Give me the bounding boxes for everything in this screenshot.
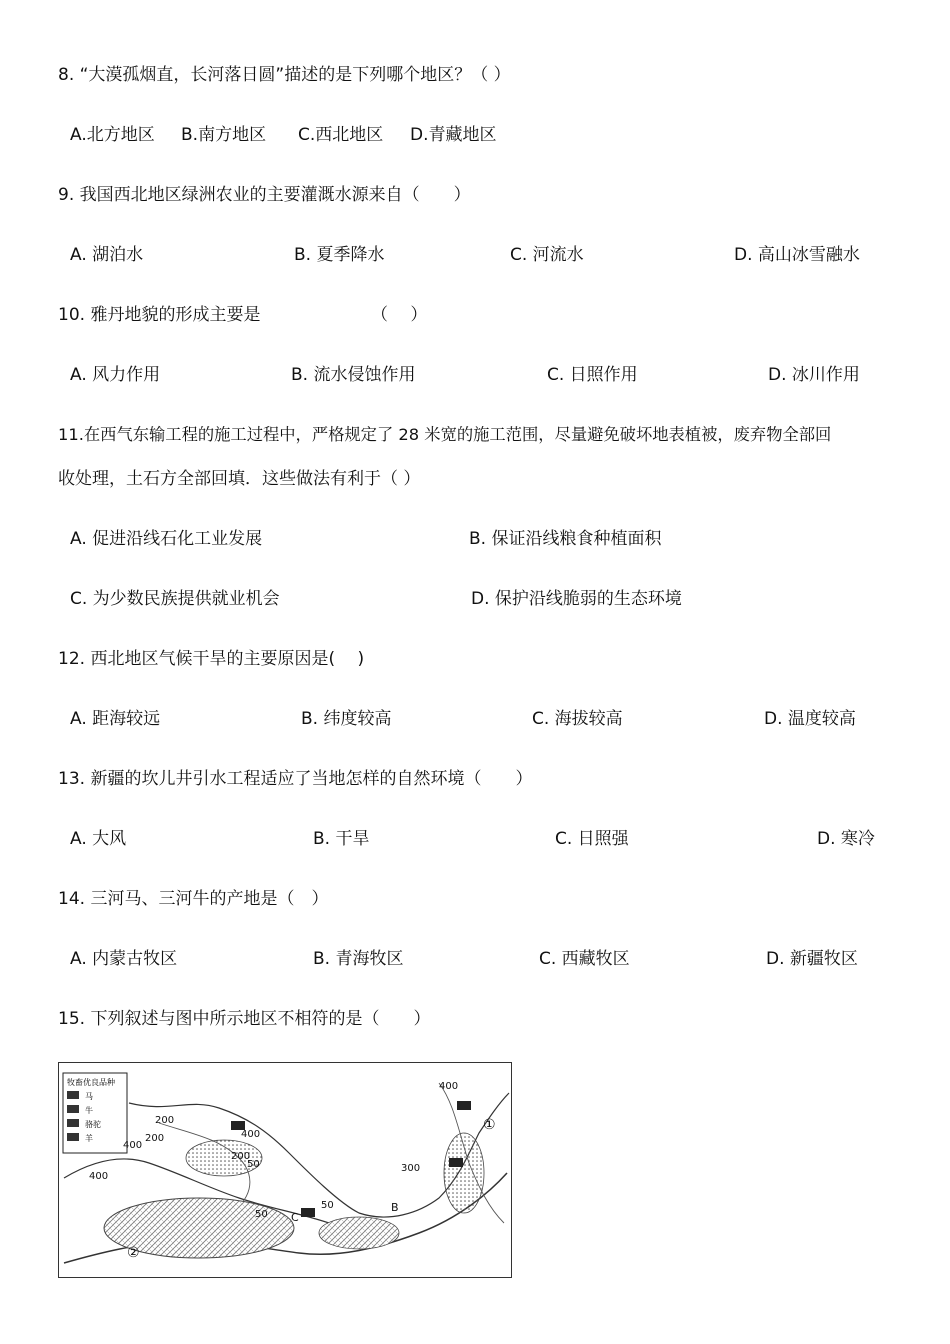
q11-option-d[interactable]: D. 保护沿线脆弱的生态环境 bbox=[471, 589, 682, 609]
map-legend bbox=[63, 1073, 127, 1153]
q10-option-c[interactable]: C. 日照作用 bbox=[547, 365, 638, 385]
northern-basin-area bbox=[186, 1140, 262, 1176]
q9-option-c[interactable]: C. 河流水 bbox=[510, 245, 584, 265]
sheep-icon bbox=[67, 1133, 79, 1141]
legend-item-horse: 马 bbox=[85, 1092, 93, 1101]
question-12-stem: 12. 西北地区气候干旱的主要原因是( ) bbox=[58, 649, 365, 669]
q9-option-b[interactable]: B. 夏季降水 bbox=[294, 245, 385, 265]
q12-option-a[interactable]: A. 距海较远 bbox=[70, 709, 161, 729]
q10-option-b[interactable]: B. 流水侵蚀作用 bbox=[291, 365, 416, 385]
legend-item-camel: 骆驼 bbox=[85, 1120, 101, 1129]
contour-label: 50 bbox=[321, 1200, 334, 1211]
contour-label: 300 bbox=[401, 1163, 421, 1174]
legend-title: 牧畜优良品种 bbox=[67, 1078, 115, 1087]
q10-option-a[interactable]: A. 风力作用 bbox=[70, 365, 161, 385]
question-10-stem: 10. 雅丹地貌的形成主要是 （ ） bbox=[58, 305, 428, 325]
q11-option-a[interactable]: A. 促进沿线石化工业发展 bbox=[70, 529, 263, 549]
map-horse-icon bbox=[457, 1101, 471, 1110]
q12-option-b[interactable]: B. 纬度较高 bbox=[301, 709, 392, 729]
contour-label: 50 bbox=[247, 1159, 260, 1170]
marker-b: B bbox=[391, 1201, 399, 1214]
contour-label: 400 bbox=[439, 1081, 459, 1092]
horse-icon bbox=[67, 1091, 79, 1099]
question-14-stem: 14. 三河马、三河牛的产地是（ ） bbox=[58, 889, 329, 909]
q12-option-d[interactable]: D. 温度较高 bbox=[764, 709, 856, 729]
q14-option-a[interactable]: A. 内蒙古牧区 bbox=[70, 949, 178, 969]
northwest-map-figure bbox=[58, 1062, 512, 1278]
q9-option-a[interactable]: A. 湖泊水 bbox=[70, 245, 144, 265]
contour-label: 400 bbox=[89, 1171, 109, 1182]
q8-option-b[interactable]: B.南方地区 bbox=[181, 125, 267, 145]
contour-label: 400 bbox=[241, 1129, 261, 1140]
contour-label: 50 bbox=[255, 1209, 268, 1220]
q8-option-a[interactable]: A.北方地区 bbox=[70, 125, 155, 145]
marker-c: C bbox=[291, 1211, 299, 1224]
map-camel-icon bbox=[301, 1208, 315, 1217]
q11-option-c[interactable]: C. 为少数民族提供就业机会 bbox=[70, 589, 280, 609]
q14-option-b[interactable]: B. 青海牧区 bbox=[313, 949, 404, 969]
question-11-stem-line2: 收处理，土石方全部回填．这些做法有利于（ ） bbox=[58, 469, 421, 489]
marker-2: ② bbox=[127, 1245, 140, 1261]
contour-label: 400 bbox=[123, 1140, 143, 1151]
q13-option-a[interactable]: A. 大风 bbox=[70, 829, 127, 849]
question-11-stem-line1: 11.在西气东输工程的施工过程中，严格规定了 28 米宽的施工范围，尽量避免破坏地表植被，废弃物全部回 bbox=[58, 425, 832, 444]
q10-option-d[interactable]: D. 冰川作用 bbox=[768, 365, 860, 385]
q13-option-d[interactable]: D. 寒冷 bbox=[817, 829, 875, 849]
eastern-desert-area bbox=[319, 1217, 399, 1249]
q14-option-c[interactable]: C. 西藏牧区 bbox=[539, 949, 630, 969]
question-8-stem: 8. “大漠孤烟直，长河落日圆”描述的是下列哪个地区？（ ） bbox=[58, 65, 511, 85]
camel-icon bbox=[67, 1119, 79, 1127]
q13-option-c[interactable]: C. 日照强 bbox=[555, 829, 629, 849]
map-svg bbox=[59, 1063, 511, 1277]
legend-item-sheep: 羊 bbox=[85, 1134, 93, 1143]
question-15-stem: 15. 下列叙述与图中所示地区不相符的是（ ） bbox=[58, 1009, 431, 1029]
contour-label: 200 bbox=[155, 1115, 175, 1126]
cattle-icon bbox=[67, 1105, 79, 1113]
legend-item-cattle: 牛 bbox=[85, 1106, 93, 1115]
contour-label: 200 bbox=[145, 1133, 165, 1144]
eastern-grassland-area bbox=[444, 1133, 484, 1213]
q11-option-b[interactable]: B. 保证沿线粮食种植面积 bbox=[469, 529, 662, 549]
q9-option-d[interactable]: D. 高山冰雪融水 bbox=[734, 245, 860, 265]
q12-option-c[interactable]: C. 海拔较高 bbox=[532, 709, 623, 729]
q8-option-d[interactable]: D.青藏地区 bbox=[410, 125, 497, 145]
question-9-stem: 9. 我国西北地区绿洲农业的主要灌溉水源来自（ ） bbox=[58, 185, 471, 205]
q13-option-b[interactable]: B. 干旱 bbox=[313, 829, 370, 849]
map-cattle-icon bbox=[449, 1158, 463, 1167]
question-13-stem: 13. 新疆的坎儿井引水工程适应了当地怎样的自然环境（ ） bbox=[58, 769, 533, 789]
contour-label: 200 bbox=[231, 1151, 251, 1162]
q8-option-c[interactable]: C.西北地区 bbox=[298, 125, 384, 145]
q14-option-d[interactable]: D. 新疆牧区 bbox=[766, 949, 858, 969]
marker-1: ① bbox=[483, 1117, 496, 1133]
